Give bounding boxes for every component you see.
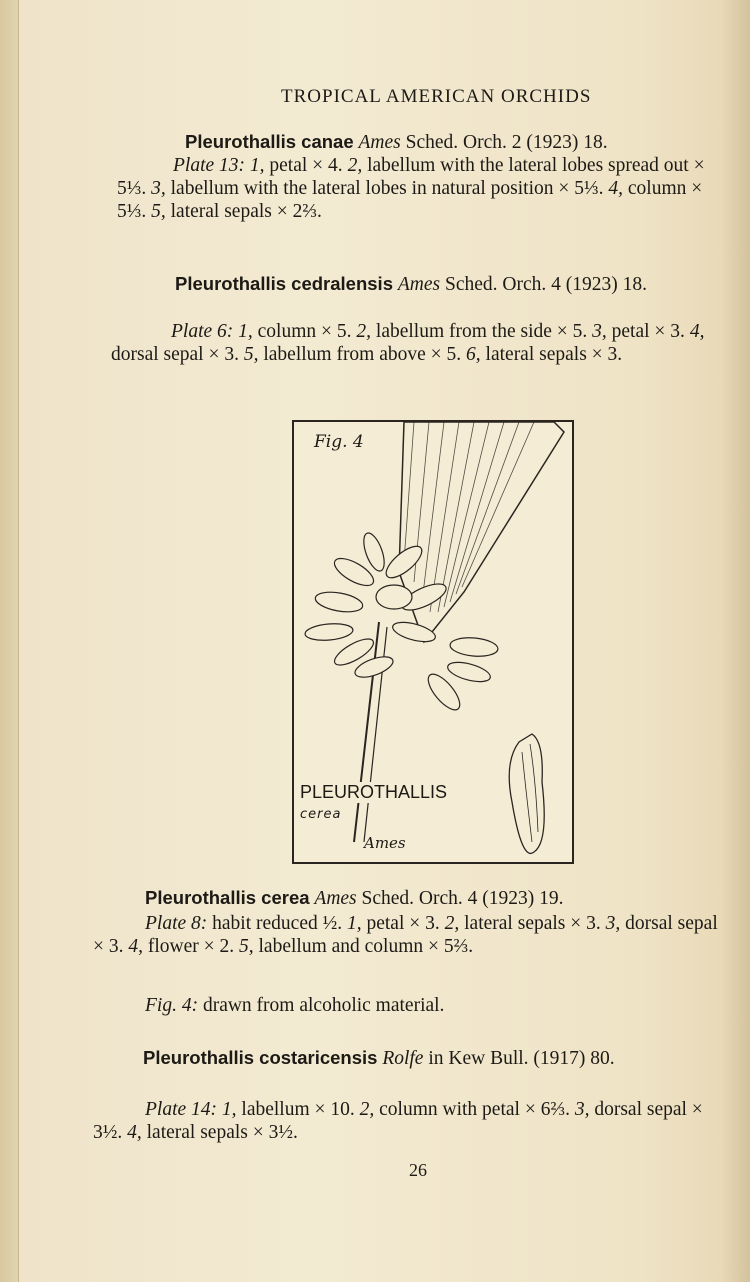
plate-desc: habit reduced ½. [212, 913, 343, 934]
plate-label: Plate 8: [145, 913, 208, 934]
entry-cerea-figure [145, 994, 725, 1017]
plate-desc: lateral sepals × 2⅔. [170, 201, 322, 222]
figure-species: cerea [300, 807, 342, 822]
figure-author: Ames [364, 834, 406, 852]
plate-number: 2, [356, 321, 372, 342]
plate-desc: column × 5⅓. [117, 178, 703, 222]
entry-canae [167, 130, 727, 154]
taxon-name: Pleurothallis costaricensis [143, 1047, 378, 1068]
entry-cedralensis [117, 272, 727, 296]
plate-desc: labellum with the lateral lobes in natural position × 5⅓. [170, 178, 604, 199]
entry-costaricensis [93, 1046, 725, 1070]
plate-number: 6, [466, 344, 481, 365]
taxon-name: Pleurothallis canae [185, 131, 354, 152]
plate-label: Plate 6: [171, 321, 234, 342]
entry-cerea [145, 886, 725, 910]
plate-number: 3, [574, 1099, 590, 1120]
plate-label: Plate 13: [173, 155, 246, 176]
figure-label: Fig. 4 [314, 432, 364, 452]
citation: Sched. Orch. 4 (1923) 19. [361, 888, 564, 909]
entry-costaricensis-plate [93, 1098, 725, 1144]
plate-number: 2, [444, 913, 460, 934]
citation: Sched. Orch. 4 (1923) 18. [444, 274, 647, 295]
plate-desc: labellum × 10. [241, 1099, 355, 1120]
plate-label: Plate 14: [145, 1099, 218, 1120]
entry-cerea-plate [93, 912, 725, 958]
plate-desc: labellum and column × 5⅔. [258, 936, 474, 957]
plate-number: 5, [239, 936, 254, 957]
plate-number: 1, [238, 321, 253, 342]
plate-desc: petal × 3. [611, 321, 685, 342]
plate-number: 4, [608, 178, 623, 199]
page-number: 26 [409, 1160, 427, 1180]
plate-desc: dorsal sepal × 3½. [93, 1099, 703, 1143]
plate-number: 5, [243, 344, 259, 365]
plate-number: 3, [151, 178, 166, 199]
plate-number: 4, [127, 1122, 142, 1143]
book-page [18, 0, 750, 1282]
plate-number: 3, [592, 321, 607, 342]
plate-number: 4, [689, 321, 705, 342]
plate-desc: labellum from the side × 5. [375, 321, 588, 342]
entry-cedralensis-plate [111, 320, 727, 366]
plate-number: 3, [605, 913, 621, 934]
plate-desc: petal × 4. [269, 155, 343, 176]
plate-desc: lateral sepals × 3½. [146, 1122, 298, 1143]
figure-ref-text: drawn from alcoholic material. [202, 995, 445, 1016]
botanical-illustration [292, 420, 574, 864]
figure-genus: PLEUROTHALLIS [300, 782, 448, 802]
plate-number: 4, [128, 936, 143, 957]
plate-number: 1, [249, 155, 265, 176]
plate-desc: labellum with the lateral lobes spread out × 5⅓. [117, 155, 705, 199]
taxon-author: Ames [397, 274, 441, 295]
plate-desc: flower × 2. [147, 936, 235, 957]
plate-number: 5, [151, 201, 166, 222]
plate-desc: labellum from above × 5. [263, 344, 462, 365]
taxon-name: Pleurothallis cedralensis [175, 273, 393, 294]
taxon-name: Pleurothallis cerea [145, 887, 310, 908]
plate-number: 2, [359, 1099, 375, 1120]
plate-desc: dorsal sepal × 3. [93, 913, 718, 957]
plate-number: 2, [347, 155, 363, 176]
taxon-author: Ames [314, 888, 357, 909]
taxon-author: Rolfe [382, 1048, 424, 1069]
plate-desc: lateral sepals × 3. [485, 344, 623, 365]
taxon-author: Ames [358, 132, 401, 153]
citation: in Kew Bull. (1917) 80. [428, 1048, 615, 1069]
figure-ref-label: Fig. 4: [145, 995, 199, 1016]
plate-desc: petal × 3. [366, 913, 440, 934]
plate-desc: lateral sepals × 3. [464, 913, 601, 934]
citation: Sched. Orch. 2 (1923) 18. [405, 132, 608, 153]
plate-desc: column × 5. [257, 321, 352, 342]
entry-canae-plate [117, 154, 727, 223]
plate-number: 1, [221, 1099, 237, 1120]
running-head: TROPICAL AMERICAN ORCHIDS [281, 86, 592, 107]
plate-number: 1, [346, 913, 362, 934]
plate-desc: dorsal sepal × 3. [111, 344, 239, 365]
plate-desc: column with petal × 6⅔. [379, 1099, 570, 1120]
